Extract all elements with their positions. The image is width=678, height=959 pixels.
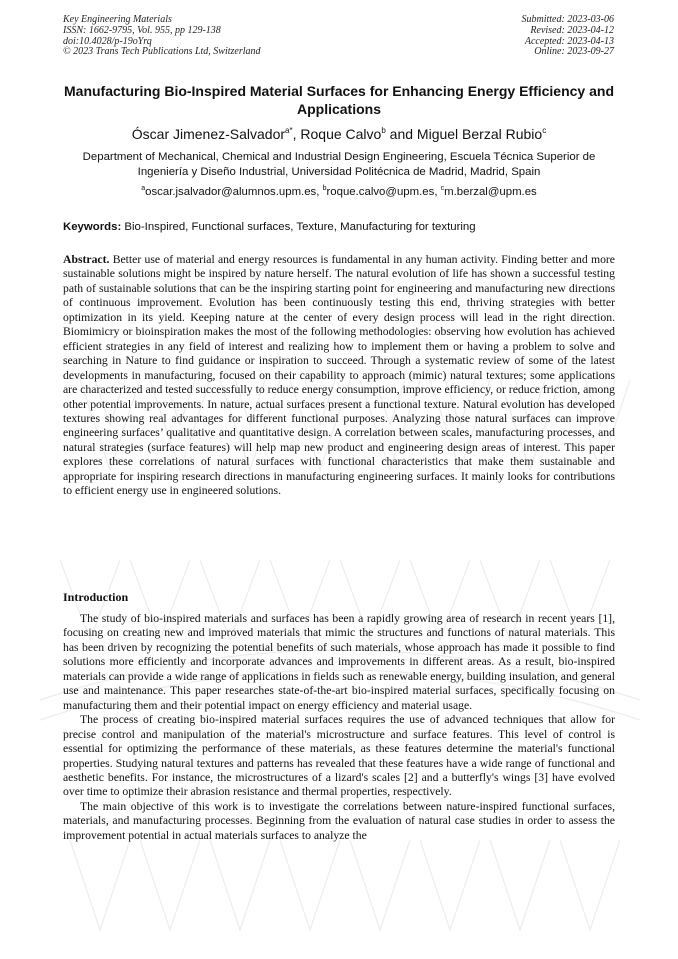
copyright: © 2023 Trans Tech Publications Ltd, Switzerland xyxy=(63,46,261,58)
abstract-label: Abstract. xyxy=(63,253,110,266)
author-list xyxy=(63,125,615,143)
journal-info xyxy=(63,15,261,58)
email-address[interactable]: oscar.jsalvador@alumnos.upm.es xyxy=(145,186,317,198)
author-affiliation-mark: a* xyxy=(285,126,293,135)
email-mark: c xyxy=(440,185,445,192)
publication-dates xyxy=(522,15,615,58)
keywords-label: Keywords: xyxy=(63,221,122,233)
issn-volume-pages: ISSN: 1662-9795, Vol. 955, pp 129-138 xyxy=(63,24,221,36)
affiliation: Department of Mechanical, Chemical and Industrial Design Engineering, Escuela Técnica Superior de Ingeniería y Diseño Industrial, Universidad Politécnica de Madrid, Madrid, Spain xyxy=(82,151,596,178)
introduction-paragraph: The main objective of this work is to investigate the correlations between nature-inspired functional surfaces, materials, and manufacturing processes. Beginning from the evaluation of natural case studies in order to assess the improvement potential in actual materials surfaces to analyze the xyxy=(63,799,615,842)
email-mark: a xyxy=(141,185,146,192)
email-mark: b xyxy=(322,185,327,192)
online-date: Online: 2023-09-27 xyxy=(534,46,614,58)
abstract-text: Better use of material and energy resources is fundamental in any human activity. Finding better and more sustainable solutions might be inspired by nature herself. The natural evolution of life has shown a successful testing path of sustainable solutions that can be the inspiring starting point for engineering and manufacturing new directions of continuous improvement. Evolution has been continuously testing this end, thriving strategies with better optimization in its yield. Keeping nature at the center of every design process will lead in the right direction. Biomimicry or bioinspiration makes the most of the following methodologies: observing how evolution has achieved efficient strategies in any field of interest and realizing how to implement them or having a problem to solve and searching in Nature to find guidance or inspiration to succeed. Through a systematic review of some of the latest developments in manufacturing, focused on their capability to approach (mimic) natural textures; some applications are characterized and tested successfully to reduce energy consumption, improve efficiency, or reduce friction, among other potential improvements. In nature, actual surfaces present a functional texture. Natural evolution has developed textures showing real advantages for different functional purposes. Analyzing those natural surfaces can improve engineering surfaces’ qualitative and quantitative design. A correlation between scales, manufacturing processes, and natural strategies (surface features) will help map new product and engineering design areas of interest. This paper explores these correlations of natural surfaces with functional characteristics that make them sustainable and appropriate for inspiring research directions in manufacturing engineering surfaces. It mainly looks for contributions to efficient energy use in engineered solutions. xyxy=(63,253,615,498)
author-name: Roque Calvo xyxy=(300,126,382,142)
paper-title: Manufacturing Bio-Inspired Material Surfaces for Enhancing Energy Efficiency and Applications xyxy=(64,83,614,117)
author-name: Miguel Berzal Rubio xyxy=(416,126,543,142)
email-address[interactable]: roque.calvo@upm.es xyxy=(326,186,435,198)
introduction-heading: Introduction xyxy=(63,590,129,604)
introduction-body xyxy=(63,612,615,843)
submitted-date: Submitted: 2023-03-06 xyxy=(521,14,614,25)
accepted-date: Accepted: 2023-04-13 xyxy=(524,35,614,47)
author-affiliation-mark: c xyxy=(542,126,547,135)
author-separator: , xyxy=(292,126,301,142)
doi: doi:10.4028/p-19oYrq xyxy=(63,35,152,47)
revised-date: Revised: 2023-04-12 xyxy=(530,24,614,36)
keywords-text: Bio-Inspired, Functional surfaces, Texture, Manufacturing for texturing xyxy=(124,221,476,233)
abstract xyxy=(63,253,615,499)
email-separator: , xyxy=(434,186,441,198)
email-address[interactable]: m.berzal@upm.es xyxy=(444,186,537,198)
email-separator: , xyxy=(316,186,323,198)
author-separator: and xyxy=(385,126,417,142)
introduction-paragraph: The process of creating bio-inspired material surfaces requires the use of advanced techniques that allow for precise control and manipulation of the material's microstructure and surface features. This level of control is essential for optimizing the performance of these materials, as these features determine the material's functional properties. Studying natural textures and patterns has revealed that these features have a wide range of functional and aesthetic benefits. For instance, the microstructures of a lizard's scales [2] and a butterfly's wings [3] have evolved over time to optimize their abrasion resistance and thermal properties, respectively. xyxy=(63,713,615,799)
introduction-paragraph: The study of bio-inspired materials and surfaces has been a rapidly growing area of research in recent years [1], focusing on creating new and improved materials that mimic the structures and functions of natural materials. This has been driven by recognizing the potential benefits of such materials, whose approach has made it possible to find solutions more efficiently and incorporate advances and improvements in different areas. As a result, bio-inspired materials can provide a wide range of applications in fields such as renewable energy, building insulation, and general use and maintenance. This paper researches state-of-the-art bio-inspired material surfaces, specifically focusing on manufacturing them and their potential impact on energy efficiency and material usage. xyxy=(63,612,615,712)
watermark-chevron-row xyxy=(70,840,620,930)
author-emails xyxy=(63,185,615,200)
keywords xyxy=(63,220,615,235)
author-name: Óscar Jimenez-Salvador xyxy=(131,126,286,142)
author-affiliation-mark: b xyxy=(381,126,386,135)
journal-name: Key Engineering Materials xyxy=(63,14,172,25)
